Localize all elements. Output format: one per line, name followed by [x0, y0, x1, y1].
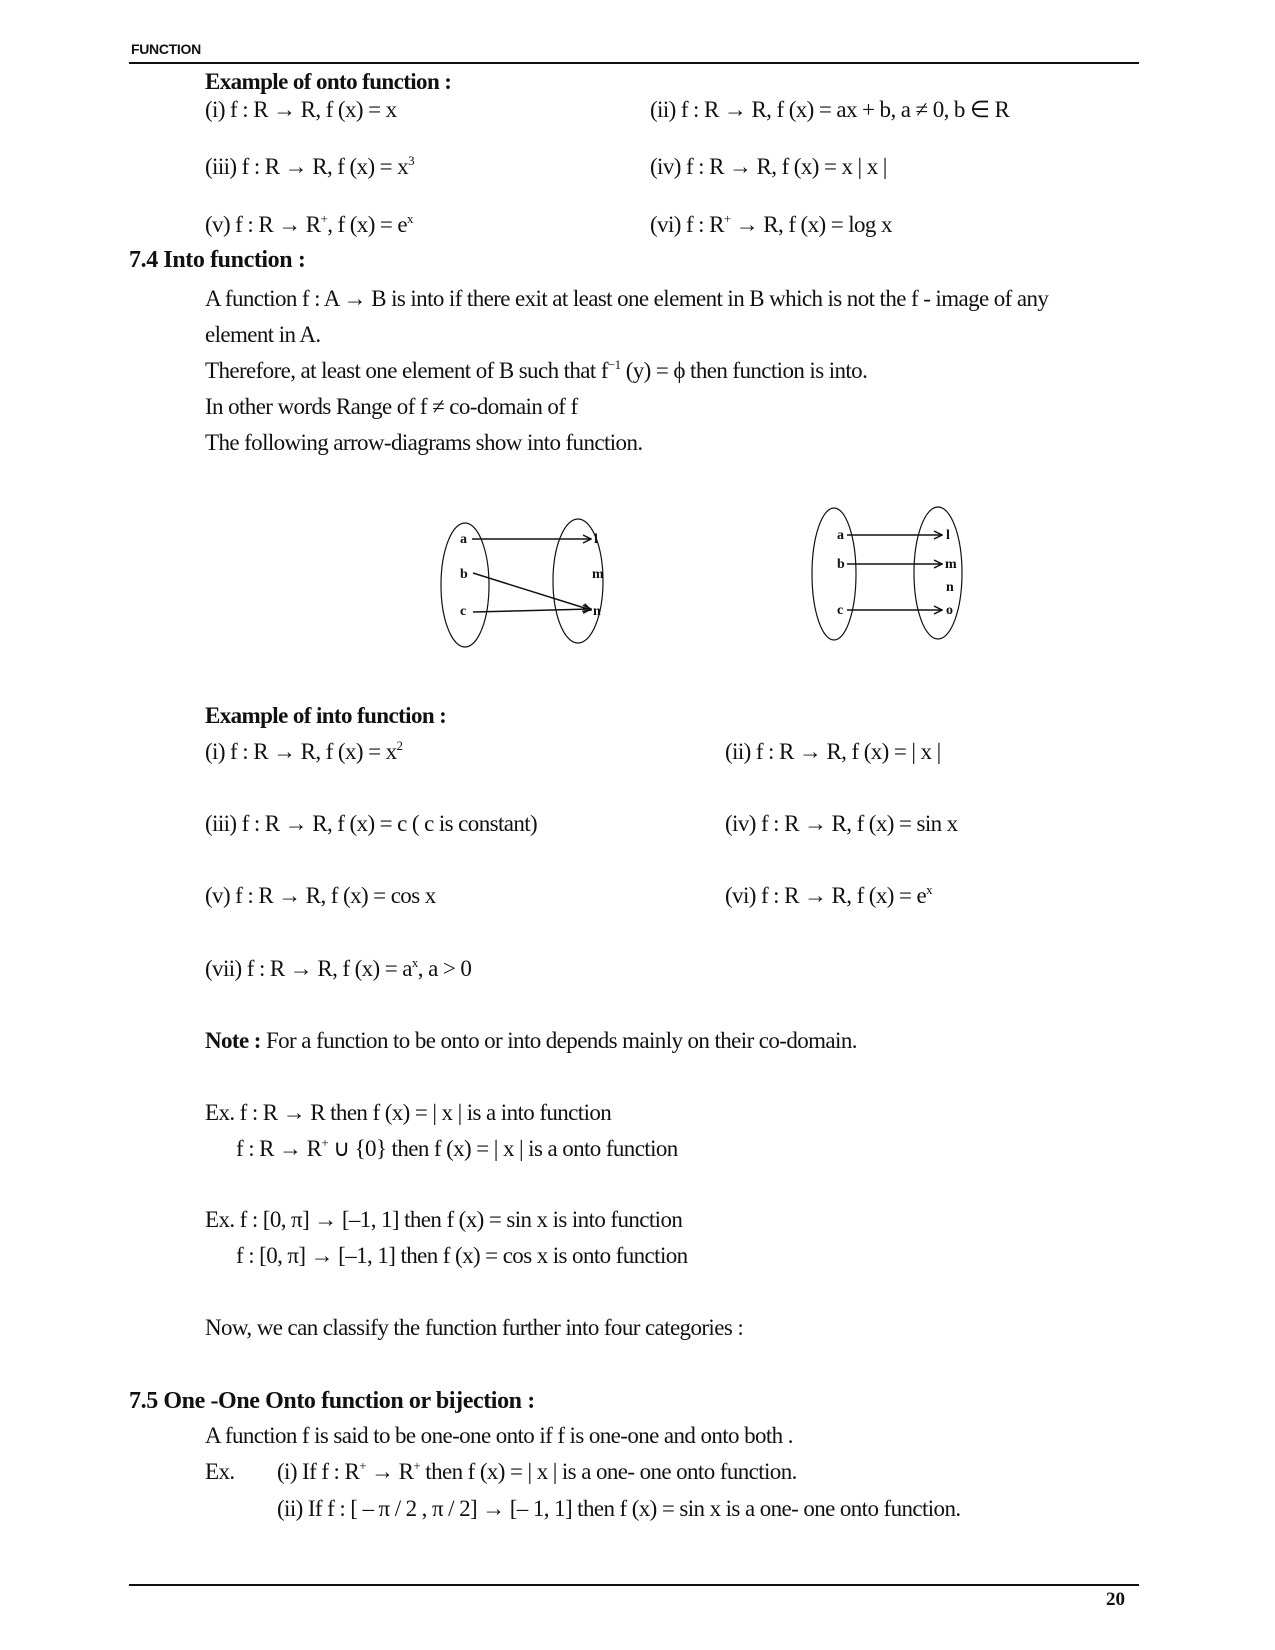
note-paragraph: Note : For a function to be onto or into depends mainly on their co-domain. — [205, 1028, 857, 1053]
arrow-diagram-2 — [800, 490, 980, 650]
example-abs-onto: f : R → R+ ∪ {0} then f (x) = | x | is a onto function — [236, 1135, 678, 1161]
header-rule — [129, 62, 1139, 64]
section-heading-into-function: 7.4 Into function : — [129, 247, 306, 273]
into-definition-line-2: element in A. — [205, 322, 321, 347]
codomain-element-m: m — [945, 557, 957, 572]
bijection-definition: A function f is said to be one-one onto if f is one-one and onto both . — [205, 1423, 793, 1448]
into-example-7: (vii) f : R → R, f $(x) = a^x$, a > 0 — [205, 955, 472, 981]
domain-element-b: b — [837, 557, 845, 572]
running-header: FUNCTION — [131, 41, 201, 57]
domain-element-a: a — [837, 528, 844, 543]
example-cos-onto: f : [0, π] → [–1, 1] then f (x) = cos x is onto function — [236, 1243, 688, 1268]
example-abs-into: Ex. f : R → R then f (x) = | x | is a into function — [205, 1100, 612, 1125]
bijection-example-1: (i) If f : R+ → R+ then f (x) = | x | is a one- one onto function. — [277, 1458, 797, 1484]
codomain-element-l: l — [946, 528, 950, 543]
domain-element-c: c — [460, 604, 467, 619]
into-example-3: (iii) f : R → R, f (x) = c ( c is constant) — [205, 811, 538, 836]
example-sin-into: Ex. f : [0, π] → [–1, 1] then f (x) = sin x is into function — [205, 1207, 683, 1232]
arrow-diagram-intro: The following arrow-diagrams show into function. — [205, 430, 643, 455]
into-example-2: (ii) f : R → R, f (x) = | x | — [725, 739, 941, 764]
onto-example-3: (iii) f : R → R, f $(x) = x^3$ — [205, 153, 414, 179]
into-example-5: (v) f : R → R, f (x) = cos x — [205, 883, 436, 908]
mapping-arrow-b-n — [473, 573, 591, 610]
classification-intro: Now, we can classify the function further into four categories : — [205, 1315, 744, 1340]
bijection-ex-label: Ex. — [205, 1459, 235, 1484]
mapping-arrow-c-n — [473, 609, 591, 612]
domain-element-c: c — [837, 603, 844, 618]
page-number: 20 — [1106, 1589, 1125, 1610]
arrow-diagram-1 — [420, 505, 620, 665]
codomain-element-o: o — [946, 603, 953, 618]
into-example-1: (i) f : R → R, f $(x) = x^2$ — [205, 738, 403, 764]
codomain-element-l: l — [594, 532, 598, 547]
domain-element-b: b — [460, 567, 468, 582]
into-definition-line-1: A function f : A → B is into if there exit at least one element in B which is not the f - image of any — [205, 286, 1049, 311]
note-label: Note : — [205, 1028, 261, 1053]
codomain-element-n: n — [946, 580, 954, 595]
domain-set-ellipse — [812, 508, 856, 640]
onto-example-2: (ii) f : R → R, f (x) = ax + b, a ≠ 0, b ∈ R — [650, 97, 1010, 122]
onto-example-6: (vi) f : R+ → R, f (x) = log x — [650, 211, 892, 237]
into-inverse-statement: Therefore, at least one element of B such that $f^{-1}$ (y) = ϕ then function is into. — [205, 357, 868, 383]
into-examples-heading: Example of into function : — [205, 703, 447, 728]
footer-rule — [129, 1584, 1139, 1586]
domain-element-a: a — [460, 532, 467, 547]
onto-example-5: (v) f : R → R+, f $(x) = e^x$ — [205, 211, 413, 237]
into-example-4: (iv) f : R → R, f (x) = sin x — [725, 811, 958, 836]
bijection-example-2: (ii) If f : [ – π / 2 , π / 2] → [– 1, 1] then f (x) = sin x is a one- one onto function. — [277, 1496, 961, 1521]
onto-example-1: (i) f : R → R, f (x) = x — [205, 97, 397, 122]
codomain-element-m: m — [592, 567, 604, 582]
into-range-statement: In other words Range of f ≠ co-domain of f — [205, 394, 578, 419]
codomain-set-ellipse — [914, 507, 962, 639]
codomain-element-n: n — [593, 604, 601, 619]
onto-examples-heading: Example of onto function : — [205, 69, 452, 94]
into-example-6: (vi) f : R → R, f $(x) = e^x$ — [725, 882, 933, 908]
onto-example-4: (iv) f : R → R, f (x) = x | x | — [650, 154, 887, 179]
section-heading-bijection: 7.5 One -One Onto function or bijection : — [129, 1388, 535, 1414]
